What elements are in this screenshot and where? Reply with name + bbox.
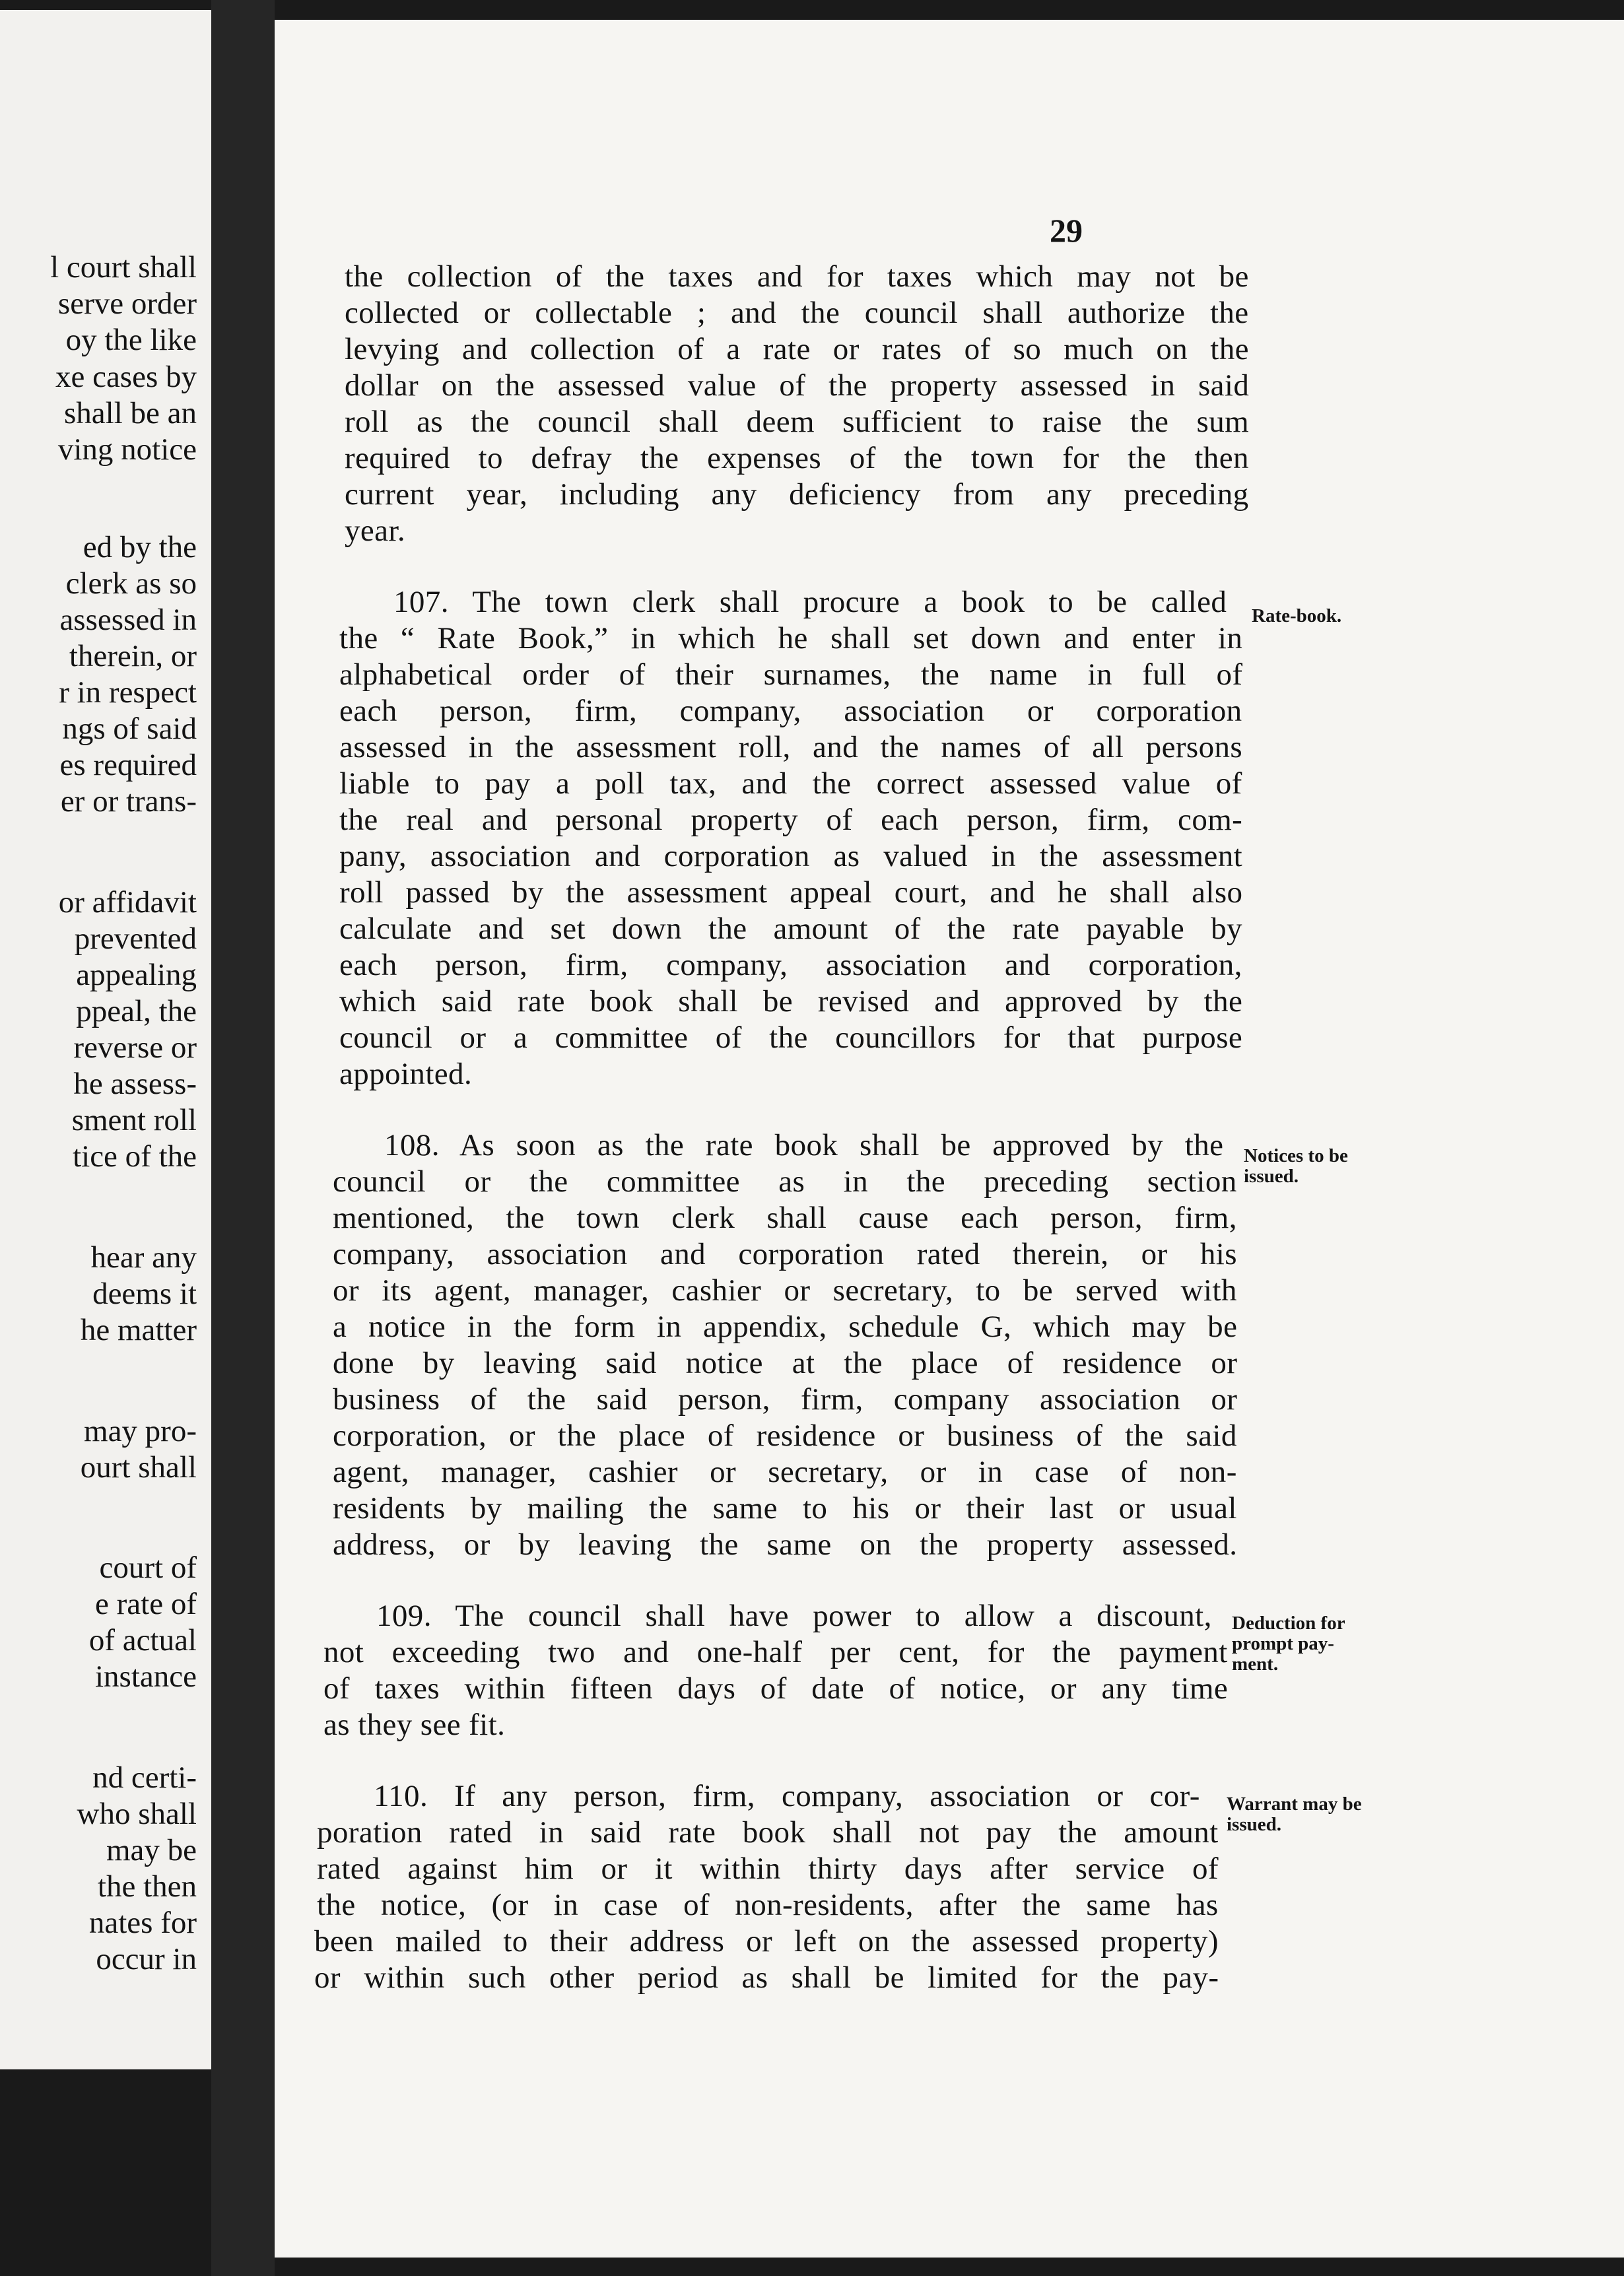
body-text-line: liable to pay a poll tax, and the correct assessed value of: [339, 766, 1242, 801]
left-page-line: assessed in: [59, 603, 197, 637]
left-page-line: prevented: [74, 921, 197, 956]
book-gutter: [211, 0, 275, 2276]
left-page-line: he matter: [80, 1313, 197, 1347]
left-page-line: ourt shall: [80, 1450, 197, 1485]
left-page-line: ving notice: [57, 432, 197, 467]
body-text-line: current year, including any deficiency from any preceding: [345, 477, 1249, 512]
left-page-line: shall be an: [64, 396, 197, 430]
left-page-line: serve order: [57, 286, 197, 321]
body-text-line: council or a committee of the councillors for that purpose: [339, 1021, 1243, 1055]
left-page-line: occur in: [96, 1942, 197, 1976]
body-text-line: dollar on the assessed value of the property assessed in said: [345, 368, 1250, 403]
left-page-line: l court shall: [50, 250, 197, 284]
left-page-line: deems it: [92, 1277, 197, 1311]
page-number: 29: [1050, 212, 1083, 249]
body-text-line: the real and personal property of each person, firm, com-: [339, 803, 1243, 837]
body-text-line: the notice, (or in case of non-residents, after the same has: [317, 1888, 1219, 1922]
body-text-line: 109. The council shall have power to allow a discount,: [376, 1599, 1212, 1633]
body-text-line: mentioned, the town clerk shall cause each person, firm,: [333, 1201, 1237, 1235]
margin-note-line: Notices to be: [1244, 1145, 1348, 1166]
left-page-line: xe cases by: [55, 360, 197, 394]
body-text-line: which said rate book shall be revised and approved by the: [339, 984, 1243, 1019]
right-page: [275, 20, 1624, 2258]
left-page-line: oy the like: [65, 323, 197, 357]
left-page-line: reverse or: [73, 1030, 197, 1065]
left-page-line: may be: [106, 1833, 197, 1867]
body-text-line: address, or by leaving the same on the property assessed.: [333, 1527, 1238, 1562]
left-page-line: e rate of: [95, 1587, 197, 1621]
body-text-line: alphabetical order of their surnames, the name in full of: [339, 657, 1243, 692]
body-text-line: required to defray the expenses of the town for the then: [345, 441, 1249, 475]
body-text-line: a notice in the form in appendix, schedule G, which may be: [333, 1310, 1238, 1344]
body-text-line: roll as the council shall deem sufficient to raise the sum: [345, 405, 1250, 439]
body-text-line: or within such other period as shall be limited for the pay-: [314, 1960, 1219, 1995]
body-text-line: or its agent, manager, cashier or secretary, to be served with: [333, 1273, 1237, 1308]
left-page-line: he assess-: [73, 1067, 197, 1101]
margin-note-line: Deduction for: [1232, 1613, 1345, 1634]
left-page-line: nates for: [88, 1906, 197, 1940]
left-page-line: sment roll: [71, 1103, 197, 1137]
body-text-line: agent, manager, cashier or secretary, or in case of non-: [333, 1455, 1237, 1489]
body-text-line: pany, association and corporation as valued in the assessment: [339, 839, 1243, 873]
left-page-line: ppeal, the: [76, 994, 197, 1028]
body-text-line: 110. If any person, firm, company, association or cor-: [374, 1779, 1200, 1813]
body-text-line: calculate and set down the amount of the rate payable by: [339, 912, 1242, 946]
left-page-line: may pro-: [84, 1414, 197, 1448]
margin-note-line: Warrant may be: [1227, 1793, 1362, 1815]
left-page-line: therein, or: [69, 639, 197, 673]
left-page-line: who shall: [77, 1797, 197, 1831]
left-page-line: court of: [99, 1551, 197, 1585]
margin-note-line: issued.: [1227, 1814, 1282, 1835]
body-text-line: levying and collection of a rate or rates of so much on the: [345, 332, 1249, 366]
body-text-line: each person, firm, company, association and corporation,: [339, 948, 1242, 982]
body-text-line: done by leaving said notice at the place of residence or: [333, 1346, 1238, 1380]
left-page-line: ed by the: [83, 530, 197, 564]
body-text-line: poration rated in said rate book shall not pay the amount: [317, 1815, 1219, 1850]
margin-note-line: Rate-book.: [1252, 605, 1342, 626]
left-facing-page: [0, 10, 211, 2069]
left-page-line: es required: [59, 748, 197, 782]
body-text-line: appointed.: [339, 1057, 473, 1091]
body-text-line: each person, firm, company, association or corporation: [339, 694, 1242, 728]
body-text-line: residents by mailing the same to his or their last or usual: [333, 1491, 1237, 1525]
body-text-line: corporation, or the place of residence or business of the said: [333, 1419, 1237, 1453]
left-page-line: or affidavit: [58, 885, 197, 920]
margin-note-deduction-for-prompt-payment: [1232, 1613, 1345, 1675]
body-text-line: year.: [345, 514, 406, 548]
body-text-line: rated against him or it within thirty days after service of: [317, 1852, 1219, 1886]
body-text-line: as they see fit.: [323, 1708, 506, 1742]
left-page-line: hear any: [90, 1240, 197, 1275]
margin-note-line: issued.: [1244, 1166, 1299, 1187]
margin-note-line: prompt pay-: [1232, 1633, 1334, 1654]
left-page-line: appealing: [76, 958, 197, 992]
body-text-line: collected or collectable ; and the council shall authorize the: [345, 296, 1249, 330]
body-text-line: assessed in the assessment roll, and the names of all persons: [339, 730, 1243, 764]
left-page-line: clerk as so: [65, 566, 197, 601]
body-text-line: 108. As soon as the rate book shall be approved by the: [384, 1128, 1224, 1162]
body-text-line: been mailed to their address or left on the assessed property): [314, 1924, 1219, 1958]
body-text-line: company, association and corporation rated therein, or his: [333, 1237, 1237, 1271]
margin-note-line: ment.: [1232, 1654, 1279, 1675]
body-text-line: business of the said person, firm, company association or: [333, 1382, 1238, 1417]
left-page-line: tice of the: [73, 1139, 197, 1174]
body-text-line: the “ Rate Book,” in which he shall set down and enter in: [339, 621, 1243, 655]
body-text-line: of taxes within fifteen days of date of notice, or any time: [323, 1671, 1229, 1706]
margin-note-rate-book: [1252, 606, 1341, 626]
body-text-line: not exceeding two and one-half per cent, for the payment: [323, 1635, 1228, 1669]
left-page-line: of actual: [88, 1623, 197, 1657]
left-page-line: ngs of said: [62, 712, 197, 746]
left-page-line: er or trans-: [60, 784, 197, 819]
left-page-line: nd certi-: [92, 1760, 197, 1795]
left-page-line: the then: [97, 1869, 197, 1904]
margin-note-warrant-may-be-issued: [1227, 1794, 1362, 1835]
body-text-line: 107. The town clerk shall procure a book to be called: [393, 585, 1227, 619]
body-text-line: the collection of the taxes and for taxes which may not be: [345, 259, 1249, 294]
left-page-line: r in respect: [59, 675, 197, 710]
body-text-line: council or the committee as in the preceding section: [333, 1164, 1237, 1199]
body-text-line: roll passed by the assessment appeal court, and he shall also: [339, 875, 1243, 910]
left-page-line: instance: [95, 1659, 197, 1694]
margin-note-notices-to-be-issued: [1244, 1146, 1348, 1187]
